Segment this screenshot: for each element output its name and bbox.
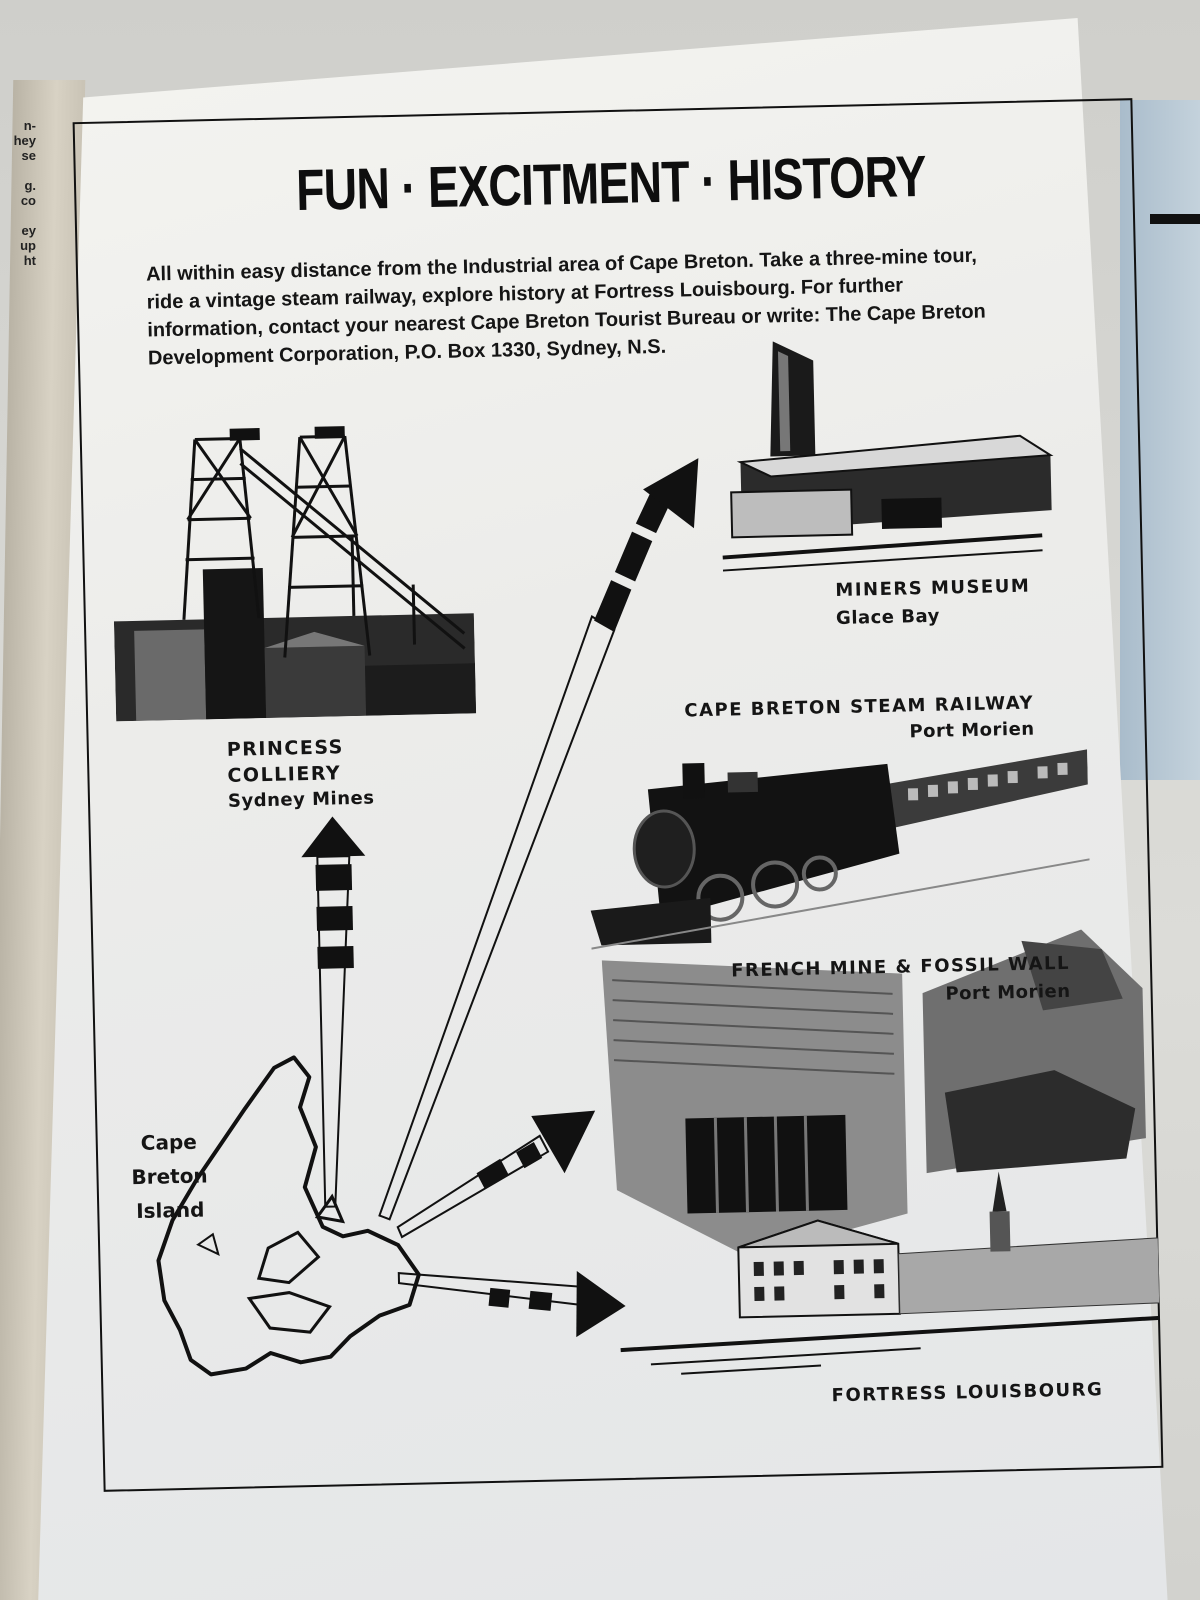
- museum-place: Glace Bay: [835, 605, 941, 630]
- arrow-to-museum: [362, 458, 715, 1219]
- french-mine-name: FRENCH MINE & FOSSIL WALL: [730, 952, 1071, 982]
- island-label-line1: Cape: [140, 1129, 198, 1155]
- colliery-place: Sydney Mines: [227, 787, 375, 812]
- arrow-to-colliery: [300, 816, 373, 1207]
- arrow-to-fortress: [399, 1268, 626, 1341]
- colliery-name-line1: PRINCESS: [226, 736, 345, 761]
- arrow-to-french-mine: [395, 1111, 598, 1238]
- previous-page-text-fragment: n- hey se g. co ey up ht: [13, 118, 36, 268]
- back-cover-rule: [1150, 214, 1200, 224]
- fortress-caption: FORTRESS LOUISBOURG: [831, 1379, 1104, 1407]
- island-label-line2: Breton: [131, 1163, 208, 1190]
- railway-name: CAPE BRETON STEAM RAILWAY: [684, 692, 1035, 722]
- railway-place: Port Morien: [909, 718, 1035, 743]
- page-frame: [73, 98, 1164, 1492]
- french-mine-place: Port Morien: [945, 980, 1071, 1005]
- island-label-line3: Island: [135, 1197, 205, 1224]
- intro-paragraph: All within easy distance from the Industrial area of Cape Breton. Take a three-mine tour, ride a vintage steam railway, explore history at Fortress Louisbourg. For further information, contact your nearest Cape Breton Tourist Bureau or write: The Cape Breton Development Corporation, P.O. Box 1330, Sydney, N.S.: [145, 244, 987, 370]
- page-title: FUN · EXCITMENT · HISTORY: [295, 143, 927, 224]
- museum-name: MINERS MUSEUM: [835, 575, 1031, 602]
- colliery-name-line2: COLLIERY: [227, 762, 342, 787]
- attraction-arrows: [73, 98, 1164, 1492]
